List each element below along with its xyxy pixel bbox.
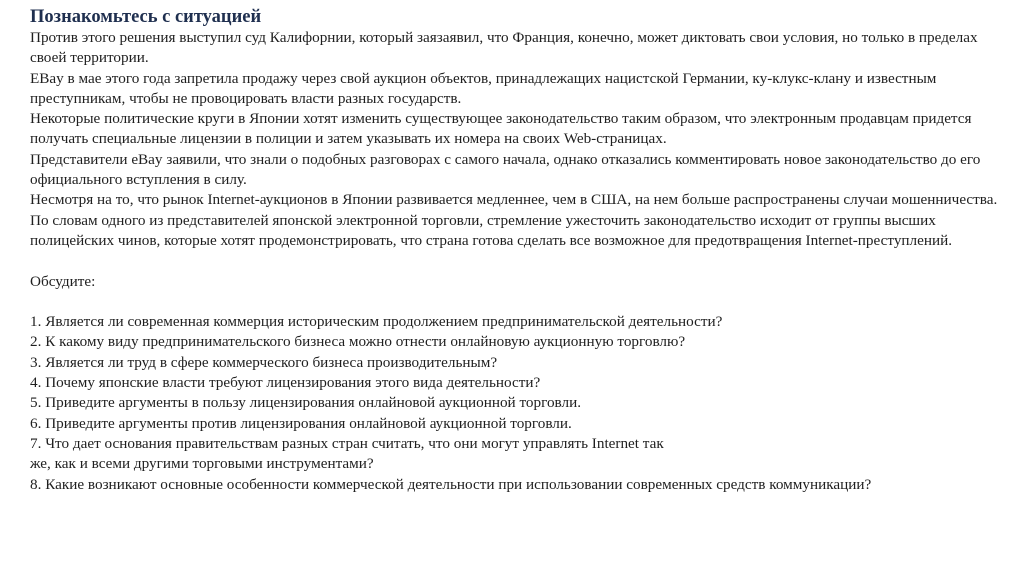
question-5: 5. Приведите аргументы в пользу лицензирования онлайновой аукционной торговли. xyxy=(30,394,582,412)
question-1: 1. Является ли современная коммерция историческим продолжением предпринимательской деятельности? xyxy=(30,313,723,331)
question-8: 8. Какие возникают основные особенности коммерческой деятельности при использовании современных средств коммуникации? xyxy=(30,475,872,493)
spacer xyxy=(30,292,1000,312)
question-7: 7. Что дает основания правительствам разных стран считать, что они могут управлять Internet так xyxy=(30,434,664,452)
question-7-continued: же, как и всеми другими торговыми инструментами? xyxy=(30,455,374,473)
question-4: 4. Почему японские власти требуют лицензирования этого вида деятельности? xyxy=(30,374,541,392)
discuss-label: Обсудите: xyxy=(30,272,96,290)
slide-content xyxy=(30,6,1000,495)
question-2: 2. К какому виду предпринимательского бизнеса можно отнести онлайновую аукционную торговлю? xyxy=(30,333,686,351)
question-6: 6. Приведите аргументы против лицензирования онлайновой аукционной торговли. xyxy=(30,414,572,432)
spacer xyxy=(30,251,1000,271)
paragraph-japan-market: Несмотря на то, что рынок Internet-аукционов в Японии развивается медленнее, чем в США, на нем больше распространены случаи мошенничества. По словам одного из представителей японской электронной торговли, стремление ужесточить законодательство исходит от группы высших полицейских чинов, которые хотят продемонстрировать, что страна готова сделать все возможное для предотвращения Internet-преступлений. xyxy=(30,191,998,249)
paragraph-california: Против этого решения выступил суд Калифорнии, который заязаявил, что Франция, конечно, может диктовать свои условия, но только в пределах своей территории. xyxy=(30,29,978,67)
paragraph-japan-law: Некоторые политические круги в Японии хотят изменить существующее законодательство таким образом, что электронным продавцам придется получать специальные лицензии в полиции и затем указывать их номера на своих Web-страницах. xyxy=(30,110,972,148)
paragraph-ebay-statement: Представители eBay заявили, что знали о подобных разговорах с самого начала, однако отказались комментировать новое законодательство до его официального вступления в силу. xyxy=(30,150,981,189)
question-3: 3. Является ли труд в сфере коммерческого бизнеса производительным? xyxy=(30,353,498,371)
paragraph-ebay-ban: EBay в мае этого года запретила продажу через свой аукцион объектов, принадлежащих нацистской Германии, ку-клукс-клану и известным преступникам, чтобы не провоцировать власти разных государств. xyxy=(30,69,937,107)
slide-title: Познакомьтесь с ситуацией xyxy=(30,7,262,27)
